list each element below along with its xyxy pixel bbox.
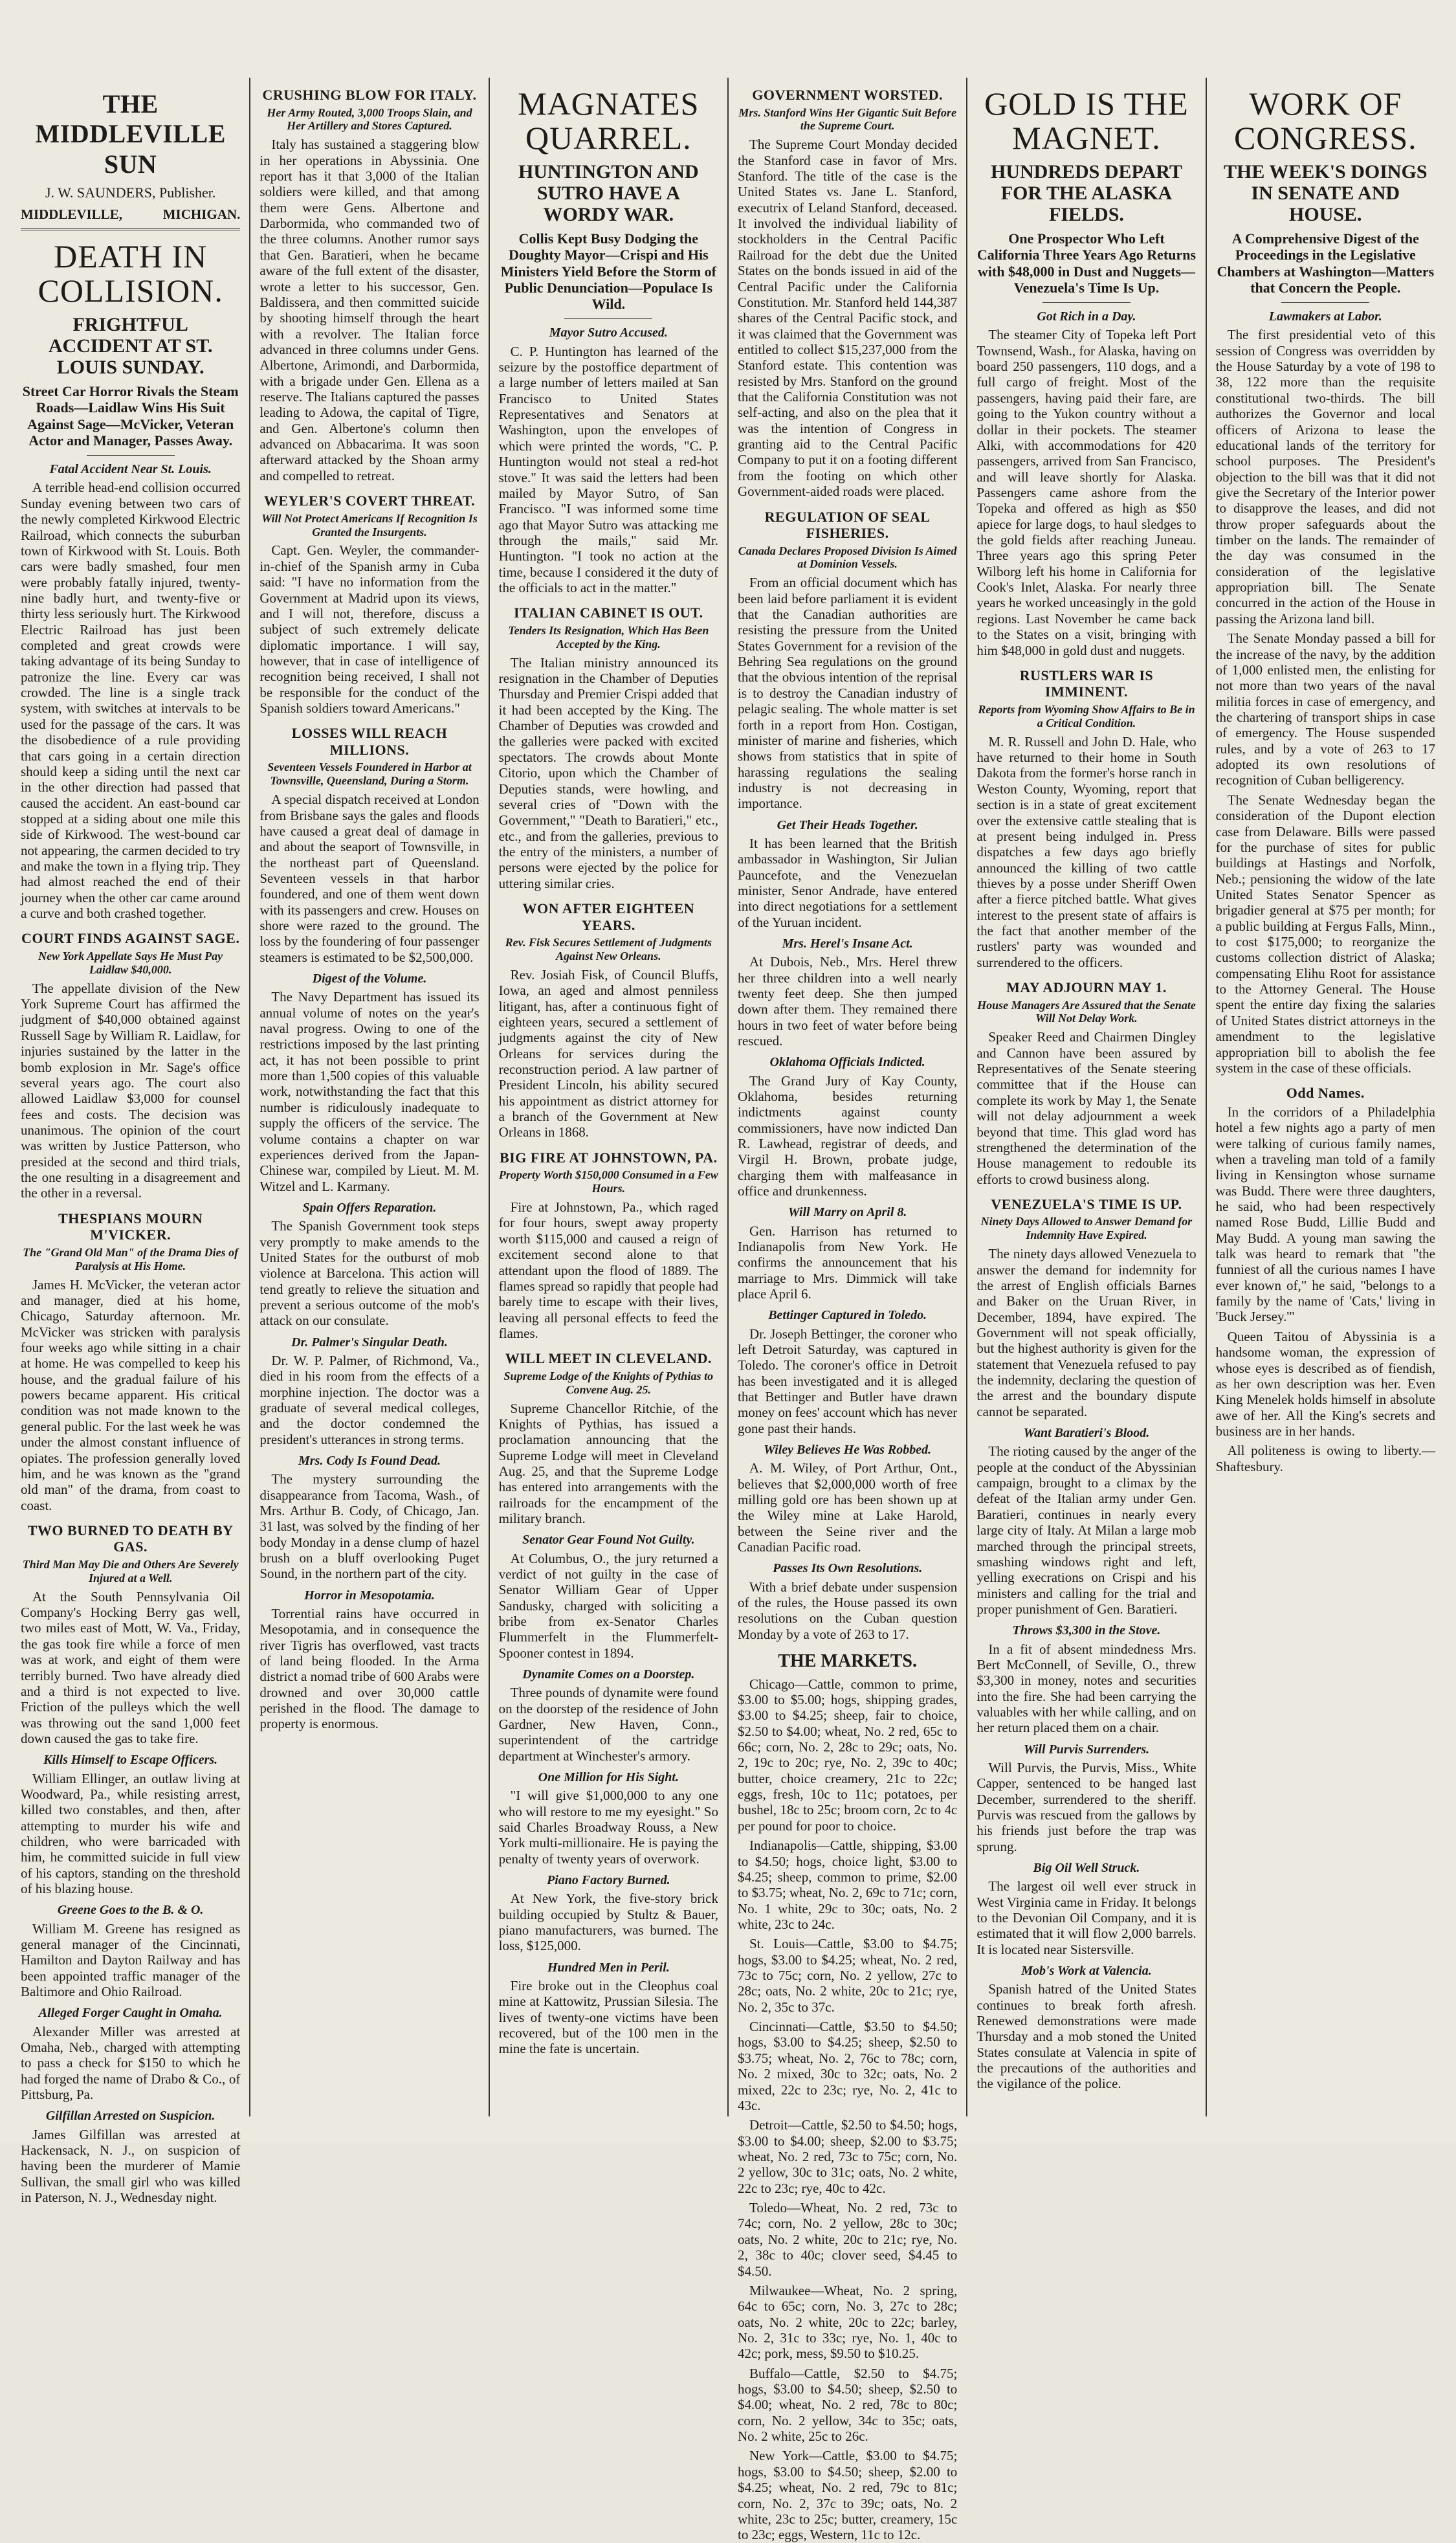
article-text: It has been learned that the British ambassador in Washington, Sir Julian Pauncefote, and the Venezuelan minister, Senor Andrade, have entered into direct negotiations for a settlement of the Yuruan incident. [737, 835, 958, 930]
column-5 [967, 78, 1206, 2116]
section-head: Oklahoma Officials Indicted. [769, 1055, 925, 1070]
divider [564, 318, 652, 319]
headline: WORK OF CONGRESS. [1233, 85, 1417, 156]
article-text: Supreme Chancellor Ritchie, of the Knights of Pythias, has issued a proclamation announcing that the Supreme Lodge will meet in Cleveland Aug. 25, and that the Supreme Lodge has entered into arrangements with the railroads for the encampment of the military branch. [498, 1400, 718, 1527]
section-sub: Supreme Lodge of the Knights of Pythias to Convene Aug. 25. [503, 1369, 714, 1396]
section-head: ITALIAN CABINET IS OUT. [513, 605, 703, 621]
section-head: Senator Gear Found Not Guilty. [522, 1533, 695, 1548]
section-head: Get Their Heads Together. [777, 817, 918, 832]
article-text: Speaker Reed and Chairmen Dingley and Cannon have been assured by Representatives of the Senate steering committee that if the House can complete its work by May 1, the Senate will not delay adjournment a week beyond that time. This glad word has strengthened the determination of the House management to redouble its efforts to crowd business along. [976, 1029, 1197, 1187]
divider [21, 228, 240, 230]
deck: Street Car Horror Rivals the Steam Roads—Laidlaw Wins His Suit Against Sage—McVicker, Veteran Actor and Manager, Passes Away. [22, 383, 239, 449]
article-text: The first presidential veto of this session of Congress was overridden by the House Saturday by a vote of 198 to 38, 122 more than the requisite constitutional two-thirds. The bill authorizes the Governor and local officers of Arizona to lease the educational lands of the territory for school purposes. The President's objection to the bill was that it did not give the Secretary of the Interior power to disapprove the leases, and did not throw proper safeguards about the timber on the lands. The remainder of the day was consumed in the consideration of the legislative appropriation bill. The Senate concurred in the action of the House in passing the Arizona land bill. [1215, 327, 1435, 627]
section-sub: Reports from Wyoming Show Affairs to Be in a Critical Condition. [978, 702, 1195, 729]
section-head: Throws $3,300 in the Stove. [1012, 1623, 1161, 1638]
column-4 [729, 78, 967, 2543]
article-text: From an official document which has been laid before parliament it is evident that the Canadian authorities are resisting the pressure from the United States Government for a revision of the Behring Sea regulations on the ground that the obvious intention of the reprisal is to destroy the Canadian industry of pelagic sealing. The whole matter is set forth in a report from Hon. Costigan, minister of marine and fisheries, which shows from statistics that in spite of harassing regulations the sealing industry is not decreasing in importance. [737, 575, 958, 812]
subhead: HUNDREDS DEPART FOR THE ALASKA FIELDS. [991, 161, 1182, 225]
section-head: Mayor Sutro Accused. [549, 326, 668, 340]
section-sub: The "Grand Old Man" of the Drama Dies of Paralysis at His Home. [23, 1245, 239, 1272]
article-text: The largest oil well ever struck in West Virginia came in Friday. It belongs to the Devonian Oil Company, and it is estimated that it will flow 2,000 barrels. It is located near Sistersville. [976, 1878, 1197, 1957]
section-head: Big Oil Well Struck. [1033, 1861, 1140, 1875]
section-head: LOSSES WILL REACH MILLIONS. [291, 725, 448, 758]
headline: MAGNATES QUARREL. [518, 85, 700, 156]
article-text: In the corridors of a Philadelphia hotel a few nights ago a party of men were talking of curious family names, when a traveling man told of a family living in Kensington whose surname was Budd. There were three daughters, he said, who had been respectively named Rose Budd, Lillie Budd and May Budd. A young man sawing the talk was heard to remark that "the funniest of all the curious names I have ever known of," he said, "belongs to a family by the name of 'Cats,' living in 'Buck Jersey.'" [1215, 1104, 1435, 1325]
section-head: TWO BURNED TO DEATH BY GAS. [27, 1522, 234, 1555]
section-head: Dr. Palmer's Singular Death. [291, 1335, 448, 1349]
article-text: A terrible head-end collision occurred Sunday evening between two cars of the newly completed Kirkwood Electric Railroad, which connects the suburban town of Kirkwood with St. Louis. Both cars were badly smashed, four men were probably fatally injured, twenty-nine badly hurt, and twenty-five or thirty less seriously hurt. The Kirkwood Electric Railroad has just been completed and great crowds were taking advantage of its being Sunday to patronize the line. Every car was crowded. The line is a single track system, with switches at intervals to be used for the passage of the cars. It was the disobedience of a rule providing that cars going in a certain direction should keep a siding until the next car in the other direction had passed that caused the accident. An east-bound car stopped at a siding about one mile this side of Kirkwood. The west-bound car not appearing, the carmen decided to try and make the town in a flying trip. They had almost reached the end of their journey when the other car came around a curve and both crashed together. [21, 480, 241, 922]
section-sub: Her Army Routed, 3,000 Troops Slain, and Her Artillery and Stores Captured. [267, 105, 472, 133]
column-1 [12, 78, 250, 2205]
section-head: Spain Offers Reparation. [302, 1200, 437, 1215]
article-text: The ninety days allowed Venezuela to answer the demand for indemnity for the arrest of English officials Barnes and Baker on the Uruan River, in December, 1894, have expired. The Government will not speak officially, but the highest authority is given for the statement that Venezuela refused to pay the indemnity, declaring the question of the arrest and the boundary dispute cannot be separated. [976, 1246, 1197, 1419]
section-head: Hundred Men in Peril. [547, 1960, 670, 1975]
section-head: Passes Its Own Resolutions. [773, 1561, 923, 1576]
section-head: COURT FINDS AGAINST SAGE. [21, 930, 240, 947]
section-head: VENEZUELA'S TIME IS UP. [991, 1195, 1182, 1212]
market-report: St. Louis—Cattle, $3.00 to $4.75; hogs, $3.00 to $4.25; wheat, No. 2 red, 73c to 75c; corn, No. 2 yellow, 27c to 28c; oats, No. 2 white, 20c to 21c; rye, No. 2, 35c to 37c. [737, 1936, 958, 2015]
section-head: WILL MEET IN CLEVELAND. [505, 1350, 712, 1367]
article-text: The steamer City of Topeka left Port Townsend, Wash., for Alaska, having on board 250 passengers, 110 dogs, and a full cargo of freight. Most of the passengers, having paid their fare, are going to the Yukon country without a dollar in their pockets. The steamer Alki, with accommodations for 420 passengers, arrived from San Francisco, and will leave shortly for Alaska. Passengers came ashore from the Topeka and offered as high as $50 apiece for large dogs, to haul sledges to the gold fields after reaching Juneau. Three years ago this spring Peter Wilborg left his home in California for Cook's Inlet, Alaska. For nearly three years he worked unceasingly in the gold regions. Last November he came back to the States on a visit, bringing with him $48,000 in gold dust and nuggets. [976, 327, 1197, 658]
divider [1042, 302, 1131, 303]
subhead: HUNTINGTON AND SUTRO HAVE A WORDY WAR. [518, 161, 699, 225]
article-text: At the South Pennsylvania Oil Company's Hocking Berry gas well, two miles east of Mott, W. Va., Friday, the gas took fire while a force of men was at work, and eight of them were terribly burned. Two have already died and a third is not expected to live. Friction of the pulleys which the well was throwing out the sand 1,000 feet down caused the gas to take fire. [21, 1588, 241, 1746]
section-head: Mrs. Cody Is Found Dead. [298, 1454, 441, 1469]
section-head: Greene Goes to the B. & O. [57, 1903, 204, 1918]
section-sub: New York Appellate Says He Must Pay Laidlaw $40,000. [38, 949, 223, 976]
article-text: James H. McVicker, the veteran actor and manager, died at his home, Chicago, Saturday afternoon. Mr. McVicker was stricken with paralysis four weeks ago while sitting in a chair at home. He was compelled to keep his house, and the gradual failure of his powers became apparent. His critical condition was not made known to the general public. For the last week he was under the almost constant influence of opiates. The profession generally loved him, and he was known as the "grand old man" of the drama, from coast to coast. [21, 1276, 241, 1513]
section-head: WEYLER'S COVERT THREAT. [263, 493, 476, 509]
section-sub: Property Worth $150,000 Consumed in a Few Hours. [498, 1168, 718, 1195]
market-report: Toledo—Wheat, No. 2 red, 73c to 74c; corn, No. 2 yellow, 28c to 30c; oats, No. 2 white, 20c to 21c; rye, No. 2, 38c to 40c; clover seed, $4.45 to $4.50. [737, 2200, 958, 2279]
article-text: At New York, the five-story brick building occupied by Stultz & Bauer, piano manufacturers, was burned. The loss, $125,000. [498, 1891, 718, 1954]
markets-title: THE MARKETS. [778, 1651, 917, 1672]
section-head: MAY ADJOURN MAY 1. [1006, 979, 1167, 996]
section-head: Dynamite Comes on a Doorstep. [522, 1667, 695, 1682]
section-head: One Million for His Sight. [538, 1770, 679, 1785]
market-report: Milwaukee—Wheat, No. 2 spring, 64c to 65c; corn, No. 3, 27c to 28c; oats, No. 2 white, 20c to 22c; barley, No. 2, 31c to 33c; rye, No. 1, 40c to 42c; pork, mess, $9.50 to $10.25. [737, 2282, 958, 2362]
section-head: Digest of the Volume. [312, 972, 427, 986]
market-report: Buffalo—Cattle, $2.50 to $4.75; hogs, $3.00 to $4.50; sheep, $2.50 to $4.00; wheat, No. 2 red, 78c to 80c; corn, No. 2 yellow, 34c to 35c; oats, No. 2 white, 25c to 26c. [737, 2365, 958, 2445]
section-head: Gilfillan Arrested on Suspicion. [45, 2109, 215, 2124]
section-head: REGULATION OF SEAL FISHERIES. [764, 508, 931, 542]
section-head: CRUSHING BLOW FOR ITALY. [262, 87, 477, 103]
subhead: FRIGHTFUL ACCIDENT AT ST. LOUIS SUNDAY. [48, 314, 213, 379]
article-text: With a brief debate under suspension of the rules, the House passed its own resolutions on the Cuban question Monday by a vote of 263 to 17. [737, 1579, 958, 1642]
section-sub: Third Man May Die and Others Are Severely Injured at a Well. [22, 1557, 239, 1584]
section-head: Will Purvis Surrenders. [1023, 1742, 1150, 1757]
article-text: Spanish hatred of the United States continues to break forth afresh. Renewed demonstrations were made Thursday and a mob stoned the United States consulate at Valencia in spite of the precautions of the authorities and the vigilance of the police. [976, 1981, 1197, 2092]
article-text: Three pounds of dynamite were found on the doorstep of the residence of John Gardner, New Haven, Conn., superintendent of the cartridge department at Winchester's armory. [498, 1685, 718, 1764]
article-text: The Senate Monday passed a bill for the increase of the navy, by the addition of 1,000 enlisted men, the enlisting for not more than two years of the naval militia forces in case of emergency, and the chartering of transport ships in case of emergency. The House suspended rules, and by a vote of 263 to 17 adopted its own resolutions of recognition of Cuban belligerency. [1215, 630, 1435, 788]
article-text: The Senate Wednesday began the consideration of the Dupont election case from Delaware. Bills were passed for the purchase of sites for public buildings at Hastings and Norfolk, Neb.; pensioning the widow of the late United States Senator Spencer as brigadier general at $75 per month; for a public building at Fergus Falls, Minn., to cost $175,000; to reorganize the customs collection district of Alaska; compensating Elihu Root for assistance to the Attorney General. The House spent the entire day fixing the salaries of United States district attorneys in the amendment to the legislative appropriation bill to abolish the fee system in the case of these officials. [1215, 792, 1435, 1076]
section-head: Wiley Believes He Was Robbed. [764, 1443, 932, 1458]
article-text: The rioting caused by the anger of the people at the conduct of the Abyssinian campaign, brought to a climax by the defeat of the Italian army under Gen. Baratieri, continues in nearly every large city of Italy. At Milan a large mob marched through the principal streets, smashing windows right and left, yelling execrations on Crispi and his ministers and calling for the trial and proper punishment of Gen. Baratieri. [976, 1443, 1197, 1617]
section-head: Fatal Accident Near St. Louis. [49, 462, 212, 477]
section-sub: Canada Declares Proposed Division Is Aimed at Dominion Vessels. [738, 544, 957, 571]
section-sub: House Managers Are Assured that the Senate Will Not Delay Work. [977, 998, 1196, 1025]
article-text: M. R. Russell and John D. Hale, who have returned to their home in South Dakota from the former's horse ranch in Weston County, Wyoming, report that section is in a state of great excitement over the extensive cattle stealing that is at present being indulged in. Press dispatches a few days ago briefly announced the killing of two cattle thieves by a posse under Sheriff Owen after a fierce pitched battle. What gives interest to the present state of affairs is the fact that another member of the rustlers' party was wounded and surrendered to the officers. [976, 733, 1197, 970]
article-text: The Grand Jury of Kay County, Oklahoma, besides returning indictments against county commissioners, have now indicted Dan R. Lawhead, registrar of deeds, and Virgil H. Brown, probate judge, charging them with malfeasance in office and drunkenness. [737, 1072, 958, 1199]
article-text: All politeness is owing to liberty.—Shaftesbury. [1215, 1443, 1435, 1474]
article-text: William Ellinger, an outlaw living at Woodward, Pa., while resisting arrest, killed two constables, and then, after attempting to murder his wife and children, who were barricaded with him, he committed suicide in full view of his captors, standing on the threshold of his blazing house. [21, 1770, 241, 1897]
article-text: Fire broke out in the Cleophus coal mine at Kattowitz, Prussian Silesia. The lives of twenty-one victims have been recovered, but of the 100 men in the mine the fate is uncertain. [498, 1977, 718, 2057]
article-text: Rev. Josiah Fisk, of Council Bluffs, Iowa, an aged and almost penniless litigant, has, after a continuous fight of eighteen years, secured a settlement of judgments against the city of New Orleans for services during the reconstruction period. A law partner of President Lincoln, his ability secured his appointment as district attorney for a branch of the Government at New Orleans in 1868. [498, 966, 718, 1140]
article-text: In a fit of absent mindedness Mrs. Bert McConnell, of Seville, O., threw $3,300 in money, notes and securities into the fire. She had been carrying the valuables with her while calling, and on her return placed them on a chair. [976, 1641, 1197, 1736]
deck: Collis Kept Busy Dodging the Doughty Mayor—Crispi and His Ministers Yield Before the Storm of Public Denunciation—Populace Is Wild. [500, 230, 717, 313]
article-text: Fire at Johnstown, Pa., which raged for four hours, swept away property worth $115,000 and caused a reign of excitement second alone to that attendant upon the flood of 1889. The flames spread so rapidly that people had barely time to escape with their lives, leaving all personal effects to feed the flames. [498, 1199, 718, 1341]
article-text: Gen. Harrison has returned to Indianapolis from New York. He confirms the announcement that his marriage to Mrs. Dimmick will take place April 6. [737, 1223, 958, 1302]
deck: A Comprehensive Digest of the Proceedings in the Legislative Chambers at Washington—Matters that Concern the People. [1217, 230, 1435, 296]
column-6 [1207, 78, 1444, 2116]
section-head: Got Rich in a Day. [1037, 309, 1136, 324]
section-head: WON AFTER EIGHTEEN YEARS. [522, 900, 695, 933]
article-text: A special dispatch received at London from Brisbane says the gales and floods have caused a great deal of damage in and about the seaport of Townsville, in the northeast part of Queensland. Seventeen vessels in that harbor foundered, and one of them went down with its passengers and crew. Houses on shore were razed to the ground. The loss by the foundering of four passenger steamers is estimated to be $2,500,000. [259, 792, 480, 965]
section-head: THESPIANS MOURN M'VICKER. [58, 1210, 203, 1243]
section-head: Mrs. Herel's Insane Act. [782, 937, 913, 951]
section-sub: Seventeen Vessels Foundered in Harbor at Townsville, Queensland, During a Storm. [267, 761, 472, 788]
article-text: William M. Greene has resigned as general manager of the Cincinnati, Hamilton and Dayton Railway and has been appointed traffic manager of the Baltimore and Ohio Railroad. [21, 1920, 241, 2000]
section-head: BIG FIRE AT JOHNSTOWN, PA. [500, 1149, 718, 1166]
article-text: "I will give $1,000,000 to any one who will restore to me my eyesight." So said Charles Broadway Rouss, a New York multi-millionaire. He is paying the penalty of twenty years of overwork. [498, 1788, 718, 1867]
subhead: THE WEEK'S DOINGS IN SENATE AND HOUSE. [1224, 161, 1428, 225]
market-report: New York—Cattle, $3.00 to $4.75; hogs, $3.00 to $4.50; sheep, $2.00 to $4.25; wheat, No. 2 red, 79c to 81c; corn, No. 2, 37c to 39c; oats, No. 2 white, 23c to 25c; butter, creamery, 15c to 23c; eggs, Western, 11c to 12c. [737, 2448, 958, 2543]
article-text: Queen Taitou of Abyssinia is a handsome woman, the expression of whose eyes is described as of fiendish, as her own description was her. Even King Menelek holds himself in absolute awe of her. All the King's secrets and business are in her hands. [1215, 1328, 1435, 1439]
section-head: Horror in Mesopotamia. [304, 1588, 435, 1603]
article-text: C. P. Huntington has learned of the seizure by the postoffice department of a large number of letters mailed at San Francisco to United States Representatives and Senators at Washington, upon the envelopes of which were printed the words, "C. P. Huntington would not steal a red-hot stove." It was said the letters had been mailed by Mayor Sutro, of San Francisco. "I was informed some time ago that Mayor Sutro was attacking me through the mails," said Mr. Huntington. "I took no action at the time, because I considered it the duty of the officials to act in the matter." [498, 343, 718, 596]
divider [87, 455, 175, 456]
column-3 [490, 78, 729, 2116]
section-head: Bettinger Captured in Toledo. [768, 1308, 927, 1323]
section-head: Mob's Work at Valencia. [1021, 1963, 1152, 1978]
section-head: Will Marry on April 8. [788, 1205, 907, 1220]
state: MICHIGAN. [162, 206, 241, 222]
divider [1281, 302, 1369, 303]
article-text: At Columbus, O., the jury returned a verdict of not guilty in the case of Senator William Gear of Upper Sandusky, charged with soliciting a bribe from ex-Senator Charles Flummerfelt in the Flummerfelt-Spooner contest in 1894. [498, 1550, 718, 1661]
article-text: Italy has sustained a staggering blow in her operations in Abyssinia. One report has it that 3,000 of the Italian soldiers were killed, and that among them were Gens. Albertone and Darbormida, who commanded two of the three columns. Another rumor says that Gen. Baratieri, when he became aware of the full extent of the disaster, wrote a letter to his successor, Gen. Baldissera, and then committed suicide by shooting himself through the heart with a revolver. The Italian force advanced in three columns under Gens. Albertone, Arimondi, and Darbormida, with a brigade under Gen. Ellena as a reserve. The Italians captured the passes leading to Adowa, the capital of Tigre, and Gen. Albertone's column then advanced on Abbacarima. It was soon afterward attacked by the Shoan army and compelled to retreat. [259, 137, 480, 483]
section-sub: Rev. Fisk Secures Settlement of Judgments Against New Orleans. [505, 936, 712, 962]
article-text: The mystery surrounding the disappearance from Tacoma, Wash., of Mrs. Arthur B. Cody, of Chicago, Jan. 31 last, was solved by the finding of her body Monday in a dense clump of hazel brush on a bluff overlooking Puget Sound, in the northern part of the city. [259, 1471, 480, 1582]
article-text: James Gilfillan was arrested at Hackensack, N. J., on suspicion of having been the murderer of Mamie Sullivan, the small girl who was killed in Paterson, N. J., Wednesday night. [21, 2126, 241, 2205]
article-text: The Navy Department has issued its annual volume of notes on the year's naval progress. Owing to one of the restrictions imposed by the last printing act, it has not been possible to print more than 1,500 copies of this valuable work, notwithstanding the fact that this number is ridiculously inadequate to supply the officers of the service. The volume contains a chapter on war experiences derived from the Japan-Chinese war, compiled by Lieut. M. M. Witzel and L. Karmany. [259, 989, 480, 1194]
section-head: Want Baratieri's Blood. [1023, 1426, 1150, 1441]
publisher-line: J. W. SAUNDERS, Publisher. [45, 184, 216, 201]
market-report: Detroit—Cattle, $2.50 to $4.50; hogs, $3.00 to $4.00; sheep, $2.00 to $3.75; wheat, No. 2 red, 73c to 75c; corn, No. 2 yellow, 30c to 31c; oats, No. 2 white, 22c to 23c; rye, 40c to 42c. [737, 2117, 958, 2196]
article-text: The Italian ministry announced its resignation in the Chamber of Deputies Thursday and Premier Crispi added that it had been accepted by the King. The Chamber of Deputies was crowded and the galleries were packed with excited spectators. The crowds about Monte Citorio, upon which the Chamber of Deputies stands, were howling, and several cries of "Down with the Government," "Death to Baratieri," etc., etc., and from the galleries, previous to the entry of the ministers, a number of persons were ejected by the police for uttering similar cries. [498, 654, 718, 891]
section-head: Lawmakers at Labor. [1268, 309, 1382, 324]
section-head: Alleged Forger Caught in Omaha. [38, 2006, 223, 2021]
section-head: Kills Himself to Escape Officers. [43, 1753, 218, 1768]
section-sub: Ninety Days Allowed to Answer Demand for Indemnity Have Expired. [980, 1215, 1193, 1242]
headline: DEATH IN COLLISION. [38, 238, 223, 309]
market-report: Indianapolis—Cattle, shipping, $3.00 to $4.50; hogs, choice light, $3.00 to $4.25; sheep, common to prime, $2.00 to $3.75; wheat, No. 2, 69c to 71c; corn, No. 1 white, 29c to 30c; oats, No. 2 white, 23c to 24c. [737, 1838, 958, 1932]
market-report: Cincinnati—Cattle, $3.50 to $4.50; hogs, $3.00 to $4.25; sheep, $2.50 to $3.75; wheat, No. 2, 76c to 78c; corn, No. 2 mixed, 30c to 32c; oats, No. 2 mixed, 22c to 23c; rye, No. 2, 41c to 43c. [737, 2019, 958, 2113]
article-text: The Supreme Court Monday decided the Stanford case in favor of Mrs. Stanford. The title of the case is the United States vs. Jane L. Stanford, executrix of Leland Stanford, deceased. It involved the individual liability of stockholders in the Central Pacific Railroad for the debt due the United States on the bonds issued in aid of the Central Pacific under the California Constitution. Mr. Stanford held 144,387 shares of the Central Pacific stock, and it was claimed that the Government was entitled to collect $15,237,000 from the Stanford estate. This contention was resisted by Mrs. Stanford on the ground that the California Constitution was not self-acting, and also on the plea that it was the intention of Congress in granting aid to the Central Pacific Company to put it on a footing different from the footing on which other Government-aided roads were placed. [737, 137, 958, 500]
headline: GOLD IS THE MAGNET. [984, 85, 1189, 156]
section-head: RUSTLERS WAR IS IMMINENT. [1019, 667, 1154, 700]
article-text: Capt. Gen. Weyler, the commander-in-chief of the Spanish army in Cuba said: "I have no information from the Government at Madrid upon its views, and I will not, therefore, discuss a subject of such extremely delicate diplomatic importance. I will say, however, that in case of intelligence of recognition being received, I shall not be responsible for the conduct of the Spanish soldiers toward Americans." [259, 542, 480, 716]
article-text: At Dubois, Neb., Mrs. Herel threw her three children into a well nearly twenty feet deep. She then jumped down after them. They remained there hours in two feet of water before being rescued. [737, 954, 958, 1049]
deck: One Prospector Who Left California Three Years Ago Returns with $48,000 in Dust and Nuggets—Venezuela's Time Is Up. [976, 230, 1197, 296]
section-sub: Mrs. Stanford Wins Her Gigantic Suit Before the Supreme Court. [738, 105, 956, 133]
town: MIDDLEVILLE, [21, 206, 122, 222]
article-text: Will Purvis, the Purvis, Miss., White Capper, sentenced to be hanged last December, surrendered to the sheriff. Purvis was rescued from the gallows by his friends just before the trap was sprung. [976, 1759, 1197, 1854]
column-2 [250, 78, 489, 2116]
market-report: Chicago—Cattle, common to prime, $3.00 to $5.00; hogs, shipping grades, $3.00 to $4.25; sheep, fair to choice, $2.50 to $4.00; wheat, No. 2 red, 65c to 66c; corn, No. 2, 28c to 29c; oats, No. 2, 19c to 20c; rye, No. 2, 39c to 40c; butter, choice creamery, 21c to 22c; eggs, fresh, 10c to 11c; potatoes, per bushel, 18c to 25c; broom corn, 2c to 4c per pound for poor to choice. [737, 1676, 958, 1834]
section-head: GOVERNMENT WORSTED. [752, 87, 943, 103]
article-text: The Spanish Government took steps very promptly to make amends to the United States for the outburst of mob violence at Barcelona. This action will tend greatly to relieve the situation and prevent a serious outcome of the mob's attack on our consulate. [259, 1218, 480, 1329]
article-text: Alexander Miller was arrested at Omaha, Neb., charged with attempting to pass a check for $150 to which he had forged the name of Drabo & Co., of Pittsburg, Pa. [21, 2023, 241, 2102]
dateline [21, 206, 240, 222]
columns [12, 78, 1444, 2543]
article-text: Dr. Joseph Bettinger, the coroner who left Detroit Saturday, was captured in Toledo. The coroner's office in Detroit has been investigated and it is alleged that Bettinger and Butler have drawn money on fees' account which has never gone past their hands. [737, 1326, 958, 1436]
section-head: Piano Factory Burned. [547, 1873, 670, 1888]
article-text: The appellate division of the New York Supreme Court has affirmed the judgment of $40,000 obtained against Russell Sage by William R. Laidlaw, for injuries sustained by the latter in the bomb explosion in Mr. Sage's office several years ago. The court also allowed Laidlaw $3,000 for counsel fees and costs. The decision was unanimous. The opinion of the court was written by Justice Patterson, who presided at the second and third trials, the one resulting in a disagreement and the other in a reversal. [21, 980, 241, 1201]
section-sub: Tenders Its Resignation, Which Has Been Accepted by the King. [508, 623, 709, 650]
article-text: Torrential rains have occurred in Mesopotamia, and in consequence the river Tigris has overflowed, vast tracts of land being flooded. In the Arma district a nomad tribe of 600 Arabs were drowned and over 30,000 cattle perished in the flood. The damage to property is enormous. [259, 1605, 480, 1732]
section-head: Odd Names. [1286, 1085, 1365, 1102]
masthead-title: THE MIDDLEVILLE SUN [35, 89, 226, 179]
section-sub: Will Not Protect Americans If Recognition Is Granted the Insurgents. [261, 511, 478, 539]
article-text: Dr. W. P. Palmer, of Richmond, Va., died in his room from the effects of a morphine injection. The doctor was a graduate of several medical colleges, and the doctor condemned the president's utterances in strong terms. [259, 1352, 480, 1447]
article-text: A. M. Wiley, of Port Arthur, Ont., believes that $2,000,000 worth of free milling gold ore has been shown up at the Wiley mine at Lake Harold, between the Seine river and the Canadian Pacific road. [737, 1460, 958, 1555]
